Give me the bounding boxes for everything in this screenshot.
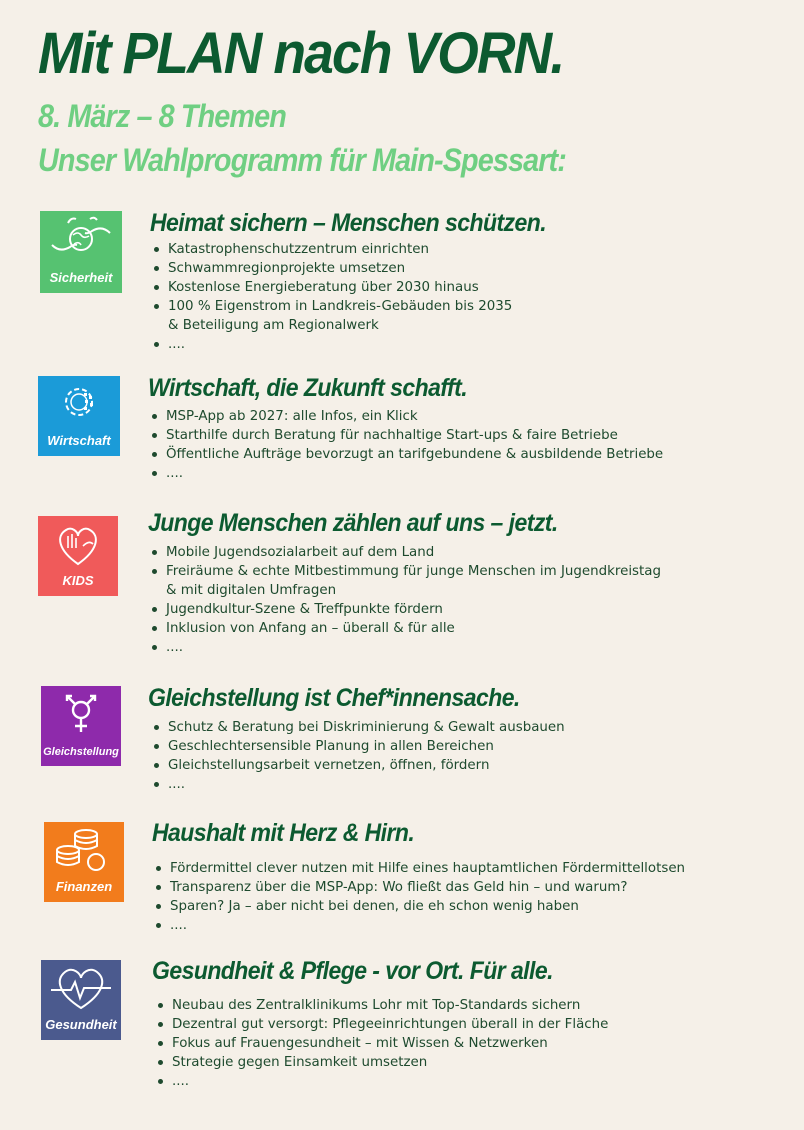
- list-item: Inklusion von Anfang an – überall & für alle: [150, 619, 661, 638]
- list-item: ....: [156, 1072, 608, 1091]
- list-item: 100 % Eigenstrom in Landkreis-Gebäuden bis 2035 & Beteiligung am Regionalwerk: [152, 297, 512, 335]
- list-item: ....: [150, 464, 663, 483]
- list-item: Sparen? Ja – aber nicht bei denen, die eh schon wenig haben: [154, 897, 685, 916]
- list-item: Schwammregionprojekte umsetzen: [152, 259, 512, 278]
- gender-symbol-icon: [41, 686, 121, 744]
- subtitle-date: 8. März – 8 Themen: [38, 98, 286, 134]
- list-item: Fördermittel clever nutzen mit Hilfe eines hauptamtlichen Fördermittellotsen: [154, 859, 685, 878]
- heartbeat-icon: [41, 960, 121, 1018]
- bullet-list-finanzen: [154, 859, 685, 935]
- list-item: Geschlechtersensible Planung in allen Bereichen: [152, 737, 565, 756]
- list-item: Neubau des Zentralklinikums Lohr mit Top-Standards sichern: [156, 996, 608, 1015]
- section-title-gesundheit: Gesundheit & Pflege - vor Ort. Für alle.: [152, 957, 553, 985]
- list-item: Gleichstellungsarbeit vernetzen, öffnen, fördern: [152, 756, 565, 775]
- icon-tile-sicherheit: [40, 211, 122, 293]
- list-item: Starthilfe durch Beratung für nachhaltige Start-ups & faire Betriebe: [150, 426, 663, 445]
- list-item: ....: [150, 638, 661, 657]
- list-item: ....: [152, 335, 512, 354]
- list-item: Strategie gegen Einsamkeit umsetzen: [156, 1053, 608, 1072]
- icon-label-sicherheit: Sicherheit: [49, 270, 113, 285]
- icon-label-wirtschaft: Wirtschaft: [47, 433, 111, 448]
- icon-tile-gleichstellung: [41, 686, 121, 766]
- icon-tile-finanzen: [44, 822, 124, 902]
- list-item: Fokus auf Frauengesundheit – mit Wissen & Netzwerken: [156, 1034, 608, 1053]
- bullet-list-gesundheit: [156, 996, 608, 1091]
- icon-label-gleichstellung: Gleichstellung: [43, 746, 119, 758]
- list-item: Kostenlose Energieberatung über 2030 hinaus: [152, 278, 512, 297]
- list-item: ....: [152, 775, 565, 794]
- gear-icon: [38, 376, 120, 432]
- icon-label-kids: KIDS: [62, 573, 94, 588]
- earth-hands-icon: [40, 211, 122, 271]
- list-item: Schutz & Beratung bei Diskriminierung & Gewalt ausbauen: [152, 718, 565, 737]
- section-title-wirtschaft: Wirtschaft, die Zukunft schafft.: [148, 374, 468, 402]
- list-item: Öffentliche Aufträge bevorzugt an tarifgebundene & ausbildende Betriebe: [150, 445, 663, 464]
- coins-icon: [44, 822, 124, 880]
- list-item: Mobile Jugendsozialarbeit auf dem Land: [150, 543, 661, 562]
- subtitle-program: Unser Wahlprogramm für Main-Spessart:: [38, 142, 566, 178]
- list-item: Dezentral gut versorgt: Pflegeeinrichtungen überall in der Fläche: [156, 1015, 608, 1034]
- page-title: Mit PLAN nach VORN.: [38, 21, 564, 86]
- icon-label-finanzen: Finanzen: [55, 879, 113, 894]
- section-title-gleichstellung: Gleichstellung ist Chef*innensache.: [148, 684, 520, 712]
- bullet-list-wirtschaft: [150, 407, 663, 483]
- list-item: Transparenz über die MSP-App: Wo fließt das Geld hin – und warum?: [154, 878, 685, 897]
- icon-label-gesundheit: Gesundheit: [45, 1017, 117, 1032]
- list-item: MSP-App ab 2027: alle Infos, ein Klick: [150, 407, 663, 426]
- bullet-list-gleichstellung: [152, 718, 565, 794]
- icon-tile-kids: [38, 516, 118, 596]
- heart-hands-icon: [38, 516, 118, 574]
- list-item: ....: [154, 916, 685, 935]
- section-title-kids: Junge Menschen zählen auf uns – jetzt.: [148, 509, 558, 537]
- list-item: Katastrophenschutzzentrum einrichten: [152, 240, 512, 259]
- icon-tile-gesundheit: [41, 960, 121, 1040]
- icon-tile-wirtschaft: [38, 376, 120, 456]
- bullet-list-kids: [150, 543, 661, 657]
- list-item: Freiräume & echte Mitbestimmung für junge Menschen im Jugendkreistag & mit digitalen Umfragen: [150, 562, 661, 600]
- list-item: Jugendkultur-Szene & Treffpunkte fördern: [150, 600, 661, 619]
- bullet-list-sicherheit: [152, 240, 512, 354]
- section-title-finanzen: Haushalt mit Herz & Hirn.: [152, 819, 415, 847]
- section-title-sicherheit: Heimat sichern – Menschen schützen.: [150, 209, 547, 237]
